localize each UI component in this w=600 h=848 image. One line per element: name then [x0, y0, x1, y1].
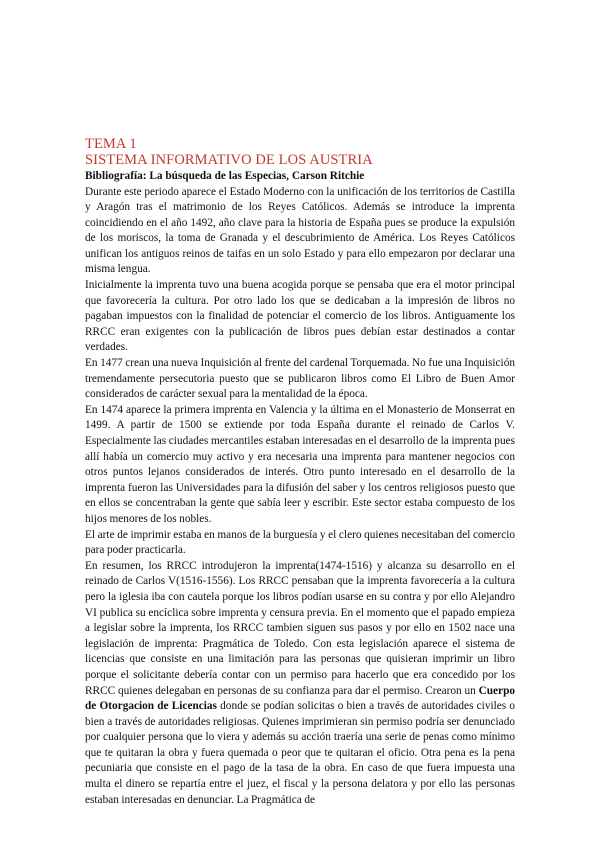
chapter-number: TEMA 1 [85, 136, 137, 152]
summary-bold-term: Cuerpo de Otorgacion de Licencias [85, 684, 515, 713]
paragraph-summary [85, 559, 515, 809]
summary-text-after: donde se podían solicitas o bien a través de autoridades civiles o bien a través de autoridades religiosas. Quienes imprimieran sin permiso podría ser denunciado por cualquier persona que lo viera y además su acción traería una serie de penas como mínimo que te quitaran la obra y fuera quemada o peor que te quitaran el oficio. Otra pena es la pena pecuniaria que consiste en el pago de la tasa de la obra. En caso de que fuera impuesta una multa el dinero se repartía entre el juez, el fiscal y la persona delatora y por ello las personas estaban interesadas en denunciar. La Pragmática de [85, 700, 515, 806]
paragraph: Durante este periodo aparece el Estado Moderno con la unificación de los territorios de Castilla y Aragón tras el matrimonio de los Reyes Católicos. Además se introduce la imprenta coincidiendo en el año 1492, año clave para la historia de España pues se produce la expulsión de los moriscos, la toma de Granada y el descubrimiento de América. Los Reyes Católicos unifican los antiguos reinos de taifas en un solo Estado y para ello empezaron por declarar una misma lengua. [85, 185, 515, 276]
paragraph: En 1474 aparece la primera imprenta en Valencia y la última en el Monasterio de Monserrat en 1499. A partir de 1500 se extiende por toda España durante el reinado de Carlos V. Especialmente las ciudades mercantiles estaban interesadas en el desarrollo de la imprenta pues allí había un comercio muy activo y era necesaria una imprenta para mantener negocios con otros puntos lejanos considerados de interés. Otro punto interesado en el desarrollo de la imprenta fueron las Universidades para la difusión del saber y los centros religiosos puesto que en ellos se concentraban la gente que sabía leer y escribir. Este sector estaba compuesto de los hijos menores de los nobles. [85, 403, 515, 525]
summary-text-before: En resumen, los RRCC introdujeron la imprenta(1474-1516) y alcanza su desarrollo en el reinado de Carlos V(1516-1556). Los RRCC pensaban que la imprenta favorecería a la cultura pero la iglesia iba con cautela porque los libros podían usarse en su contra y por ello Alejandro VI publica su encíclica sobre imprenta y censura previa. En el momento que el papado empieza a legislar sobre la imprenta, los RRCC tambien siguen sus pasos y por ello en 1502 nace una legislación de imprenta: Pragmática de Toledo. Con esta legislación aparece el sistema de licencias que consiste en una limitación para las personas que quisieran imprimir un libro porque el solicitante debería contar con un permiso para hacerlo que era concedido por los RRCC quienes delegaban en personas de su confianza para dar el permiso. Crearon un [85, 559, 515, 697]
paragraph: El arte de imprimir estaba en manos de la burguesía y el clero quienes necesitaban del comercio para poder practicarla. [85, 528, 515, 557]
paragraph: En 1477 crean una nueva Inquisición al frente del cardenal Torquemada. No fue una Inquisición tremendamente persecutoria puesto que se publicaron libros como El Libro de Buen Amor considerados de carácter sexual para la mentalidad de la época. [85, 357, 515, 401]
chapter-title: SISTEMA INFORMATIVO DE LOS AUSTRIA [85, 152, 373, 168]
bibliography-line: Bibliografía: La búsqueda de las Especias, Carson Ritchie [85, 170, 365, 182]
paragraph: Inicialmente la imprenta tuvo una buena acogida porque se pensaba que era el motor principal que favorecería la cultura. Por otro lado los que se dedicaban a la impresión de libros no pagaban impuestos con la finalidad de potenciar el comercio de los libros. Antiguamente los RRCC eran exigentes con la publicación de libros pues debían estar destinados a contar verdades. [85, 279, 515, 354]
document-body [85, 136, 515, 808]
